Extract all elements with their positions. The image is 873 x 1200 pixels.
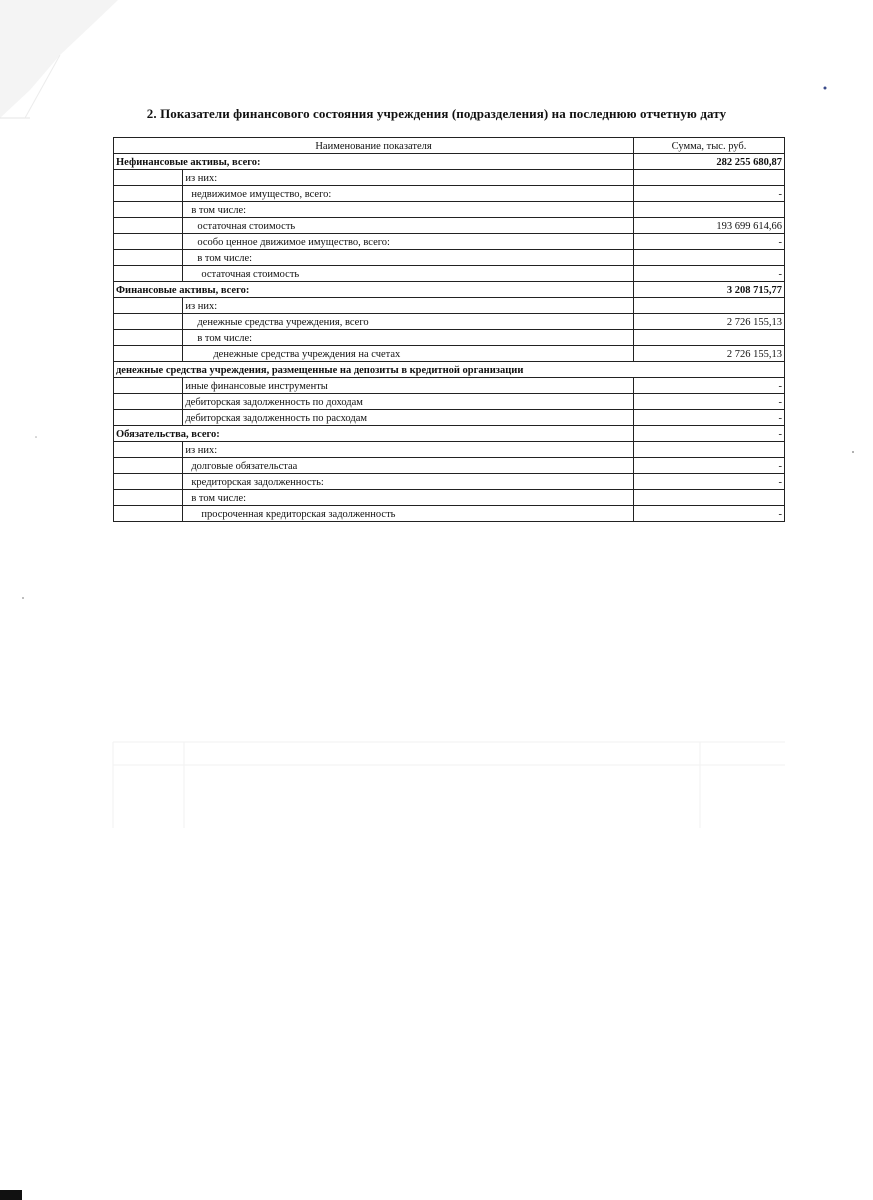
table-row bbox=[114, 410, 785, 426]
table-row bbox=[114, 330, 785, 346]
row-label: остаточная стоимость bbox=[183, 218, 634, 234]
row-value: - bbox=[634, 234, 785, 250]
row-value: 282 255 680,87 bbox=[634, 154, 785, 170]
row-label: в том числе: bbox=[183, 250, 634, 266]
row-label: в том числе: bbox=[183, 490, 634, 506]
row-value bbox=[634, 202, 785, 218]
row-label: денежные средства учреждения, размещенные на депозиты в кредитной организации bbox=[114, 362, 785, 378]
row-value: - bbox=[634, 394, 785, 410]
table-row bbox=[114, 442, 785, 458]
row-label: из них: bbox=[183, 442, 634, 458]
row-value bbox=[634, 330, 785, 346]
table-row bbox=[114, 474, 785, 490]
row-value: 3 208 715,77 bbox=[634, 282, 785, 298]
row-label: особо ценное движимое имущество, всего: bbox=[183, 234, 634, 250]
row-value: - bbox=[634, 410, 785, 426]
row-value bbox=[634, 490, 785, 506]
table-row bbox=[114, 458, 785, 474]
row-label: в том числе: bbox=[183, 202, 634, 218]
row-label: иные финансовые инструменты bbox=[183, 378, 634, 394]
row-value: - bbox=[634, 458, 785, 474]
row-value: - bbox=[634, 378, 785, 394]
table-row bbox=[114, 314, 785, 330]
table-row bbox=[114, 250, 785, 266]
table-row bbox=[114, 346, 785, 362]
row-value: 2 726 155,13 bbox=[634, 314, 785, 330]
table-row bbox=[114, 170, 785, 186]
table-row bbox=[114, 362, 785, 378]
row-value: - bbox=[634, 506, 785, 522]
row-value bbox=[634, 250, 785, 266]
table-row bbox=[114, 234, 785, 250]
table-row bbox=[114, 266, 785, 282]
table-row bbox=[114, 202, 785, 218]
table-row bbox=[114, 282, 785, 298]
table-row bbox=[114, 154, 785, 170]
table-row bbox=[114, 394, 785, 410]
row-value: 2 726 155,13 bbox=[634, 346, 785, 362]
row-label: дебиторская задолженность по расходам bbox=[183, 410, 634, 426]
row-value bbox=[634, 298, 785, 314]
row-label: кредиторская задолженность: bbox=[183, 474, 634, 490]
row-value: 193 699 614,66 bbox=[634, 218, 785, 234]
row-label: просроченная кредиторская задолженность bbox=[183, 506, 634, 522]
row-label: денежные средства учреждения, всего bbox=[183, 314, 634, 330]
row-label: Нефинансовые активы, всего: bbox=[114, 154, 634, 170]
row-value: - bbox=[634, 266, 785, 282]
table-row bbox=[114, 378, 785, 394]
financial-indicators-table bbox=[113, 137, 785, 522]
section-title: 2. Показатели финансового состояния учреждения (подразделения) на последнюю отчетную дату bbox=[146, 106, 727, 121]
row-label: Финансовые активы, всего: bbox=[114, 282, 634, 298]
table-row bbox=[114, 490, 785, 506]
table-row bbox=[114, 218, 785, 234]
row-value bbox=[634, 170, 785, 186]
column-header-amount: Сумма, тыс. руб. bbox=[634, 138, 785, 154]
row-label: Обязательства, всего: bbox=[114, 426, 634, 442]
row-label: из них: bbox=[183, 298, 634, 314]
row-label: в том числе: bbox=[183, 330, 634, 346]
row-label: дебиторская задолженность по доходам bbox=[183, 394, 634, 410]
row-label: из них: bbox=[183, 170, 634, 186]
table-row bbox=[114, 186, 785, 202]
row-label: долговые обязательстаа bbox=[183, 458, 634, 474]
row-label: недвижимое имущество, всего: bbox=[183, 186, 634, 202]
row-value: - bbox=[634, 474, 785, 490]
table-header-row bbox=[114, 138, 785, 154]
row-value bbox=[634, 442, 785, 458]
row-label: денежные средства учреждения на счетах bbox=[183, 346, 634, 362]
table-row bbox=[114, 298, 785, 314]
table-row bbox=[114, 506, 785, 522]
column-header-name: Наименование показателя bbox=[114, 138, 634, 154]
row-label: остаточная стоимость bbox=[183, 266, 634, 282]
row-value: - bbox=[634, 186, 785, 202]
table-row bbox=[114, 426, 785, 442]
row-value: - bbox=[634, 426, 785, 442]
